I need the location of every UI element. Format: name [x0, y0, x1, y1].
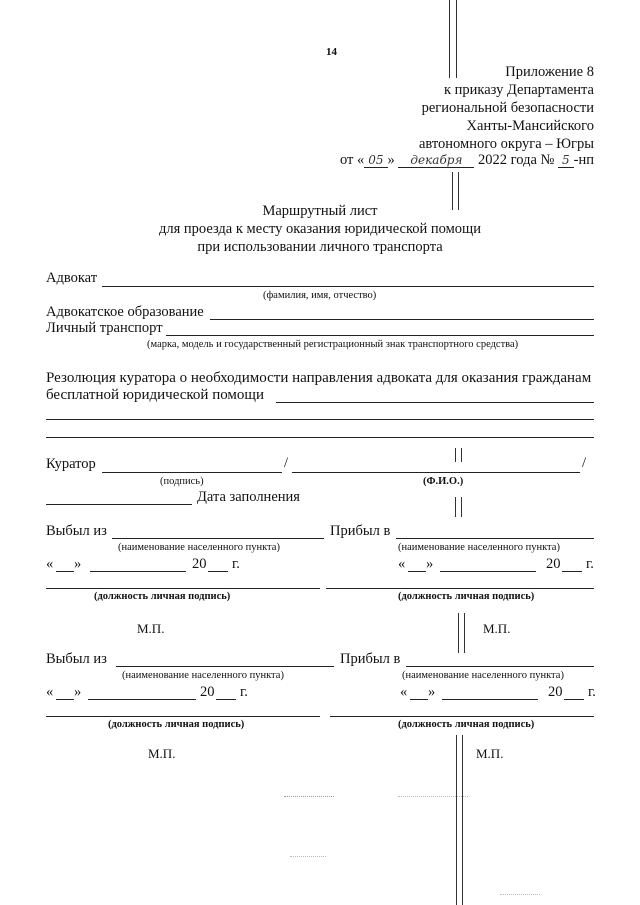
place-hint: (наименование населенного пункта): [118, 542, 280, 553]
curator-signature-line[interactable]: [102, 472, 282, 473]
document-subtitle: при использовании личного транспорта: [197, 239, 443, 255]
departed-label: Выбыл из: [46, 651, 107, 667]
resolution-text: Резолюция куратора о необходимости направления адвоката для оказания гражданам: [46, 370, 592, 386]
transport-hint: (марка, модель и государственный регистрационный знак транспортного средства): [147, 339, 519, 350]
date-close: »: [426, 556, 434, 572]
header-line: к приказу Департамента: [443, 82, 594, 98]
scan-speck: [290, 856, 326, 857]
date-year-prefix: 20: [192, 556, 207, 572]
date-month-line[interactable]: [90, 571, 186, 572]
place-hint: (наименование населенного пункта): [398, 542, 560, 553]
date-month-line[interactable]: [442, 699, 538, 700]
position-signature-line[interactable]: [46, 588, 320, 589]
position-hint: (должность личная подпись): [398, 719, 535, 730]
order-prefix: от «: [339, 152, 365, 168]
stamp-label: М.П.: [476, 746, 504, 761]
date-day-line[interactable]: [56, 699, 74, 700]
document-subtitle: для проезда к месту оказания юридической помощи: [159, 221, 481, 237]
place-hint: (наименование населенного пункта): [402, 670, 564, 681]
date-open: «: [46, 684, 54, 700]
date-close: »: [74, 556, 82, 572]
scan-artifact-line: [455, 448, 456, 462]
bar-association-field-line[interactable]: [210, 319, 594, 320]
order-number: 5: [558, 153, 574, 168]
date-year-line[interactable]: [208, 571, 228, 572]
transport-field-line[interactable]: [166, 335, 594, 336]
header-line: региональной безопасности: [421, 100, 594, 116]
date-year-suffix: г.: [232, 556, 240, 572]
signature-hint: (подпись): [160, 476, 204, 487]
position-hint: (должность личная подпись): [108, 719, 245, 730]
departed-label: Выбыл из: [46, 523, 107, 539]
header-line: автономного округа – Югры: [418, 136, 594, 152]
stamp-label: М.П.: [148, 746, 176, 761]
resolution-field-line[interactable]: [46, 437, 594, 438]
date-year-prefix: 20: [200, 684, 215, 700]
departed-place-line[interactable]: [116, 666, 334, 667]
date-day-line[interactable]: [56, 571, 74, 572]
order-date-line: [340, 152, 594, 169]
scan-artifact-line: [461, 497, 462, 517]
arrived-place-line[interactable]: [396, 538, 594, 539]
position-hint: (должность личная подпись): [94, 591, 231, 602]
date-year-line[interactable]: [562, 571, 582, 572]
date-year-prefix: 20: [546, 556, 561, 572]
order-mid: »: [387, 152, 395, 168]
arrived-label: Прибыл в: [340, 651, 401, 667]
date-open: «: [398, 556, 406, 572]
scan-artifact-line: [461, 448, 462, 462]
place-hint: (наименование населенного пункта): [122, 670, 284, 681]
header-line: Приложение 8: [505, 64, 594, 80]
scan-artifact-line: [456, 0, 457, 78]
scan-artifact-line: [462, 735, 463, 905]
bar-association-label: Адвокатское образование: [46, 304, 204, 320]
order-suffix: -нп: [573, 152, 594, 168]
curator-label: Куратор: [46, 456, 96, 472]
date-day-line[interactable]: [408, 571, 426, 572]
date-year-suffix: г.: [588, 684, 596, 700]
date-open: «: [400, 684, 408, 700]
resolution-field-line[interactable]: [276, 402, 594, 403]
stamp-label: М.П.: [483, 621, 511, 636]
fill-date-label: Дата заполнения: [197, 489, 300, 505]
scan-speck: [500, 894, 540, 895]
date-day-line[interactable]: [410, 699, 428, 700]
advocate-label: Адвокат: [46, 270, 98, 286]
order-year-text: 2022 года №: [478, 152, 555, 168]
resolution-field-line[interactable]: [46, 419, 594, 420]
stamp-label: М.П.: [137, 621, 165, 636]
order-month: декабря: [398, 153, 474, 168]
scan-artifact-line: [458, 613, 459, 653]
resolution-text: бесплатной юридической помощи: [46, 387, 265, 403]
date-year-suffix: г.: [240, 684, 248, 700]
date-month-line[interactable]: [88, 699, 196, 700]
scan-speck: [398, 796, 468, 797]
scan-artifact-line: [456, 735, 457, 905]
curator-name-line[interactable]: [292, 472, 580, 473]
scan-speck: [284, 796, 334, 797]
arrived-label: Прибыл в: [330, 523, 391, 539]
arrived-place-line[interactable]: [406, 666, 594, 667]
date-open: «: [46, 556, 54, 572]
slash: /: [582, 455, 587, 471]
advocate-hint: (фамилия, имя, отчество): [263, 290, 377, 301]
scan-artifact-line: [449, 0, 450, 78]
scan-artifact-line: [464, 613, 465, 653]
position-signature-line[interactable]: [46, 716, 320, 717]
date-month-line[interactable]: [440, 571, 536, 572]
departed-place-line[interactable]: [112, 538, 324, 539]
scan-artifact-line: [455, 497, 456, 517]
page-number: 14: [326, 46, 337, 58]
advocate-field-line[interactable]: [102, 286, 594, 287]
document-title: Маршрутный лист: [262, 203, 378, 219]
slash: /: [284, 455, 289, 471]
fio-hint: (Ф.И.О.): [423, 476, 464, 487]
transport-label: Личный транспорт: [46, 320, 163, 336]
position-hint: (должность личная подпись): [398, 591, 535, 602]
date-close: »: [74, 684, 82, 700]
date-close: »: [428, 684, 436, 700]
position-signature-line[interactable]: [330, 716, 594, 717]
date-year-suffix: г.: [586, 556, 594, 572]
position-signature-line[interactable]: [326, 588, 594, 589]
date-year-line[interactable]: [216, 699, 236, 700]
order-day: 05: [364, 153, 387, 168]
header-line: Ханты-Мансийского: [466, 118, 594, 134]
fill-date-line[interactable]: [46, 504, 192, 505]
date-year-prefix: 20: [548, 684, 563, 700]
date-year-line[interactable]: [564, 699, 584, 700]
